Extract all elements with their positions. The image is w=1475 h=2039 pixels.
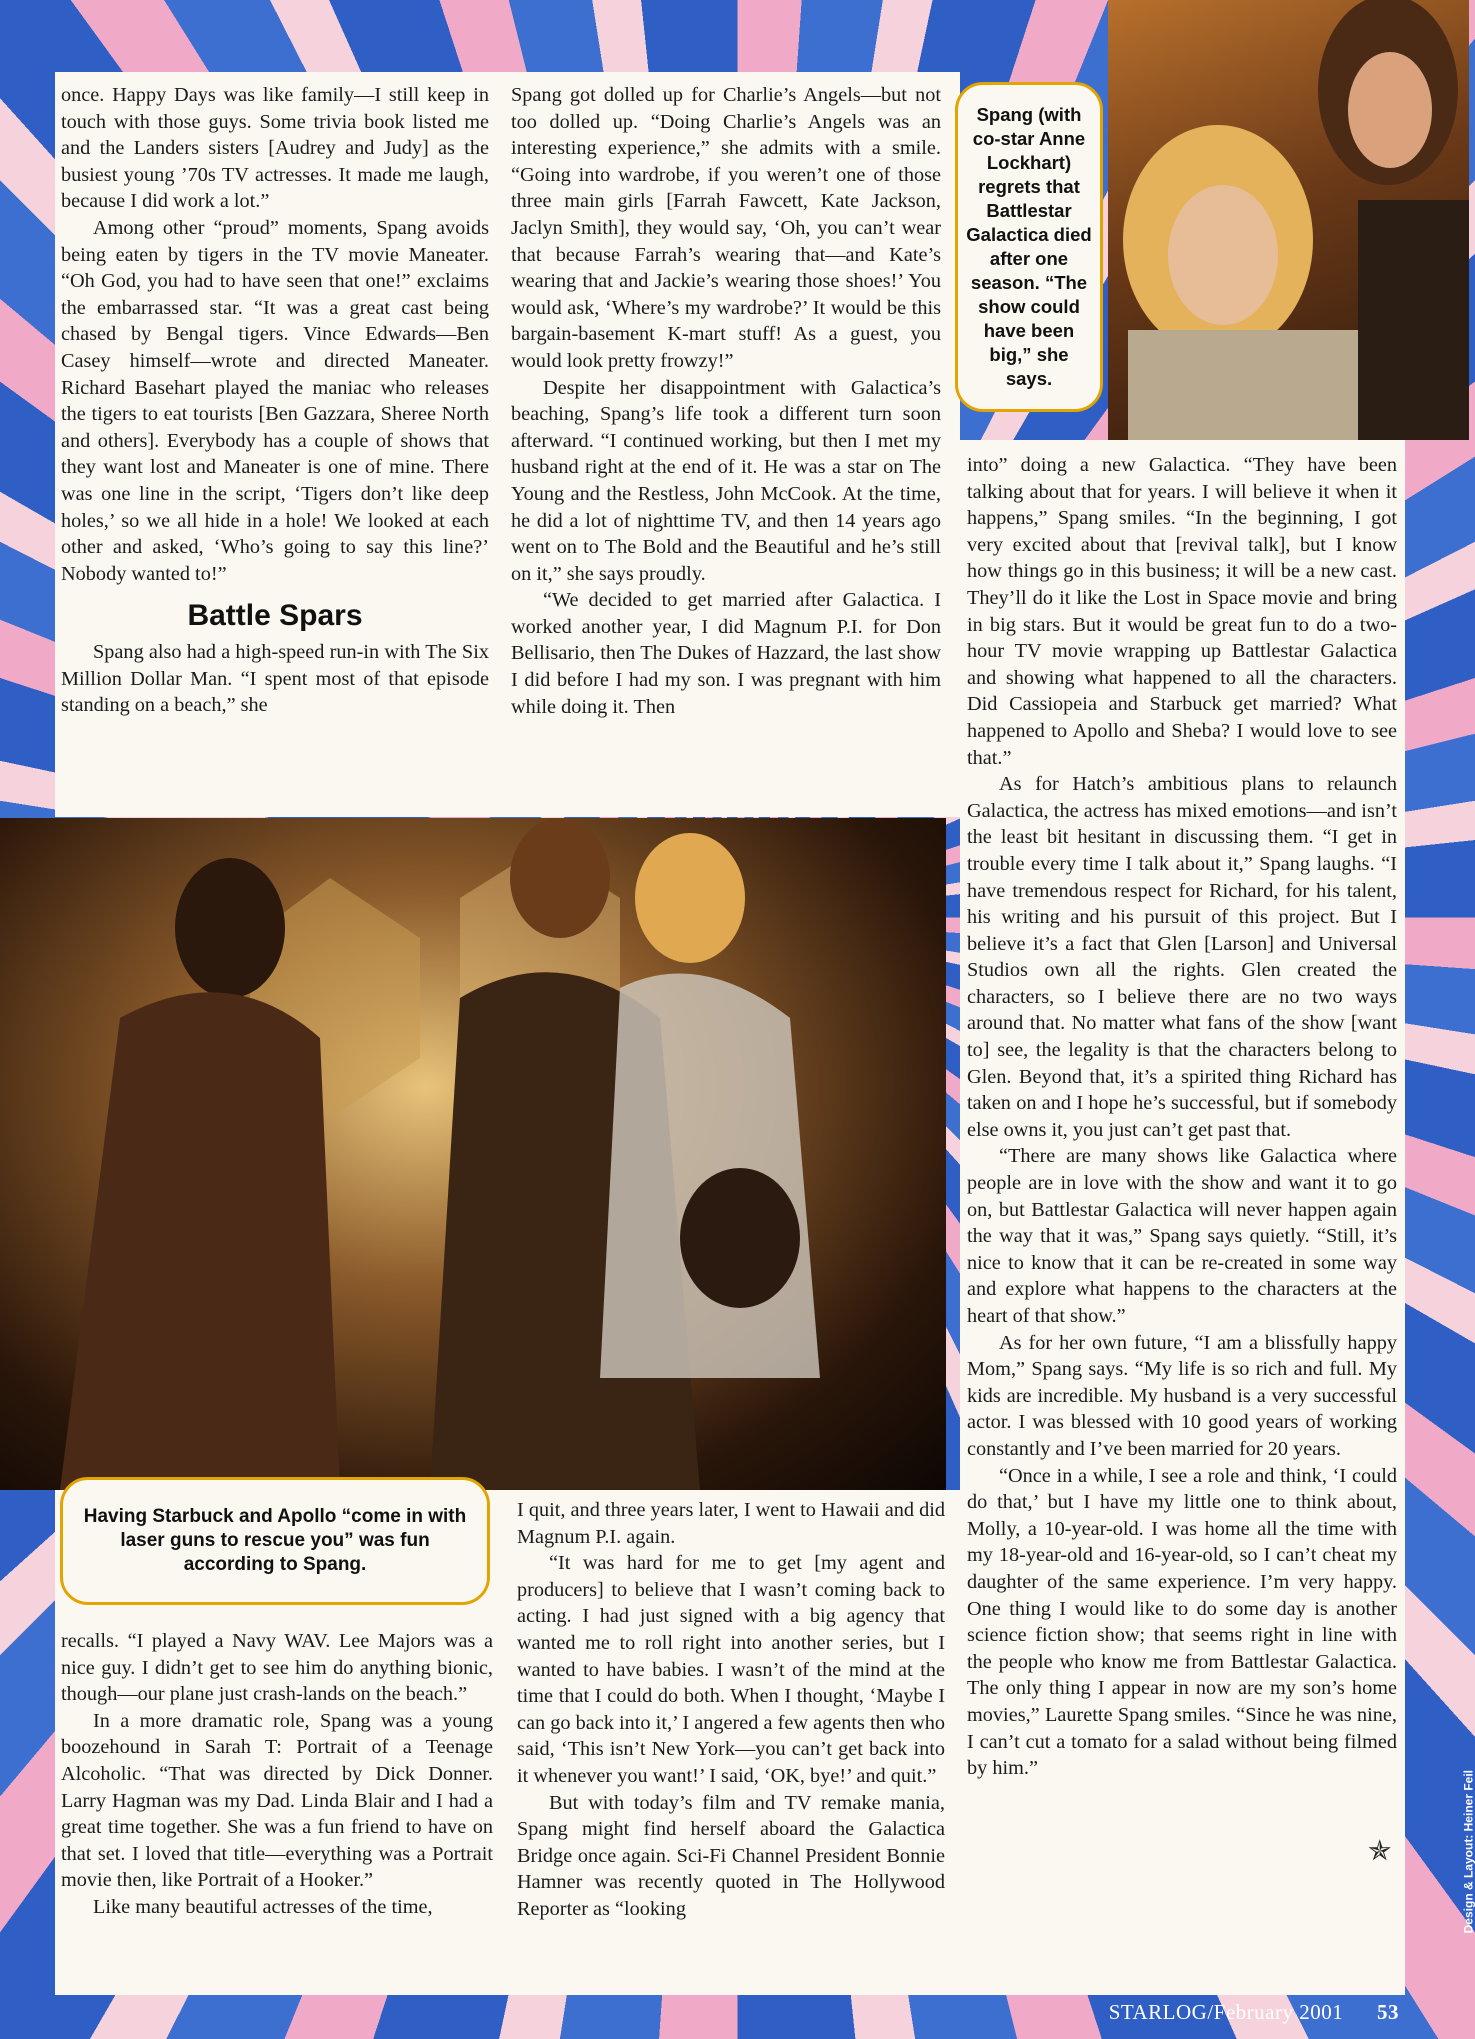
page-footer: [1109, 2000, 1399, 2025]
col2-paragraph-2: Despite her disappointment with Galactica’s beaching, Spang’s life took a different turn soon afterward. “I continued working, but then I met my husband right at the end of it. He was a star on The Young and the Restless, John McCook. At the time, he did a lot of nighttime TV, and then 14 years ago went on to The Bold and the Beautiful and he’s still on it,” she says proudly.: [511, 376, 941, 585]
photo-spang-lockhart: [1108, 0, 1469, 440]
col1-paragraph-2: Among other “proud” moments, Spang avoids being eaten by tigers in the TV movie Maneater. “Oh God, you had to have seen that one!” exclaims the embarrassed star. “It was a great cast being chased by Bengal tigers. Vince Edwards—Ben Casey himself—wrote and directed Maneater. Richard Basehart played the maniac who releases the tigers to eat tourists [Ben Gazzara, Sheree North and others]. Everybody has a couple of shows that they want lost and Maneater is one of mine. There was one line in the script, ‘Tigers don’t like deep holes,’ so we all hide in a hole! We looked at each other and asked, ‘Who’s going to say this line?’ Nobody wanted to!”: [61, 216, 489, 585]
subheading-battle-spars: Battle Spars: [187, 599, 363, 633]
caption-bottom: [60, 1477, 490, 1605]
col2-paragraph-3: “We decided to get married after Galactica. I worked another year, I did Magnum P.I. for Don Bellisario, then The Dukes of Hazzard, the last show I did before I had my son. I was pregnant with him while doing it. Then: [511, 589, 941, 718]
page-number: 53: [1377, 2000, 1399, 2024]
col2-paragraph-1: Spang got dolled up for Charlie’s Angels—but not too dolled up. “Doing Charlie’s Angels was an interesting experience,” she admits with a smile. “Going into wardrobe, if you weren’t one of those three main girls [Farrah Fawcett, Kate Jackson, Jaclyn Smith], they would say, ‘Oh, you can’t wear that because Farrah’s wearing that—and Kate’s wearing that and Jackie’s wearing those shoes!’ You would ask, ‘Where’s my wardrobe?’ It would be this bargain-basement K-mart stuff! As a guest, you would look pretty frowzy!”: [511, 84, 941, 372]
photo-spang-lockhart-art: [1108, 0, 1469, 440]
col1-paragraph-1: once. Happy Days was like family—I still keep in touch with those guys. Some trivia book listed me and the Landers sisters [Audrey and Judy] as the busiest young ’70s TV actresses. It made me laugh, because I did work a lot.”: [61, 84, 489, 213]
col3-paragraph-3: “There are many shows like Galactica where people are in love with the show and want it to go on, but Battlestar Galactica will never happen again the way that it was,” Spang says quietly. “Still, it’s nice to know that it can be re-created in some way and explore what happens to the characters at the heart of that show.”: [967, 1145, 1397, 1327]
col3-paragraph-5: “Once in a while, I see a role and think, ‘I could do that,’ but I have my little one to think about, Molly, a 10-year-old. I was home all the time with my 18-year-old and 16-year-old, so I can’t cheat my daughter of the same experience. I’m very happy. One thing I would like to do some day is another science fiction show; that seems right in line with the people who know me from Battlestar Galactica. The only thing I appear in now are my son’s home movies,” Laurette Spang smiles. “Since he was nine, I can’t cut a tomato for a salad without being filmed by him.”: [967, 1464, 1397, 1780]
col2-paragraph-5: “It was hard for me to get [my agent and producers] to believe that I wasn’t coming back to acting. I had just signed with a big agency that wanted me to roll right into another series, but I wanted to have babies. I wasn’t of the mind at the time that I could do both. When I thought, ‘Maybe I can go back into it,’ I angered a few agents then who said, ‘This isn’t New York—you can’t get back into it whenever you want!’ I said, ‘OK, bye!’ and quit.”: [517, 1552, 945, 1787]
col1-paragraph-6: Like many beautiful actresses of the time,: [93, 1895, 433, 1918]
col1-paragraph-5: In a more dramatic role, Spang was a young boozehound in Sarah T: Portrait of a Teenage Alcoholic. “That was directed by Dick Donner. Larry Hagman was my Dad. Linda Blair and I had a great time together. She was a fun friend to have on that set. I loved that title—everything was a Portrait movie then, like Portrait of a Hooker.”: [61, 1709, 493, 1892]
col3-paragraph-2: As for Hatch’s ambitious plans to relaunch Galactica, the actress has mixed emotions—and isn’t the least bit hesitant in discussing them. “I get in trouble every time I talk about it,” Spang laughs. “I have tremendous respect for Richard, for his talent, his writing and his pursuit of this project. But I believe it’s a fact that Glen [Larson] and Universal Studios own all the rights. Glen created the characters, so I believe there are no two ways around that. No matter what fans of the show [want to] see, the legality is that the characters belong to Glen. Beyond that, it’s a spirited thing Richard has taken on and I hope he’s successful, but if somebody else owns it, you just can’t get past that.: [967, 773, 1397, 1141]
caption-bottom-text: Having Starbuck and Apollo “come in with laser guns to rescue you” was fun according to Spang.: [83, 1506, 467, 1575]
col2-paragraph-4: I quit, and three years later, I went to Hawaii and did Magnum P.I. again.: [517, 1499, 945, 1548]
caption-top-text: Spang (with co-star Anne Lockhart) regrets that Battlestar Galactica died after one season. “The show could have been big,” she says.: [966, 104, 1092, 389]
end-star-icon: ✯: [1368, 1836, 1392, 1867]
caption-top: [955, 82, 1103, 412]
column-1-bottom: [61, 1628, 493, 1921]
column-2-bottom: [517, 1497, 945, 1923]
col1-paragraph-3: Spang also had a high-speed run-in with The Six Million Dollar Man. “I spent most of that episode standing on a beach,” she: [61, 641, 489, 717]
col3-paragraph-4: As for her own future, “I am a blissfully happy Mom,” Spang says. “My life is so rich and full. My kids are incredible. My husband is a very successful actor. I was blessed with 10 good years of working constantly and I’ve been married for 20 years.: [967, 1331, 1397, 1460]
column-3: [967, 452, 1397, 1782]
col2-paragraph-6: But with today’s film and TV remake mania, Spang might find herself aboard the Galactica Bridge once again. Sci-Fi Channel President Bonnie Hamner was recently quoted in The Hollywood Reporter as “looking: [517, 1791, 945, 1920]
photo-galactica-scene-art: [0, 818, 946, 1490]
col3-paragraph-1: into” doing a new Galactica. “They have been talking about that for years. I will believe it when it happens,” Spang smiles. “In the beginning, I got very excited about that [revival talk], but I know how things go in this business; it will be a new cast. They’ll do it like the Lost in Space movie and bring in big stars. But it would be great fun to do a two-hour TV movie wrapping up Battlestar Galactica and showing what happened to all the characters. Did Cassiopeia and Starbuck get married? What happened to Apollo and Sheba? I would love to see that.”: [967, 454, 1397, 769]
col1-paragraph-4: recalls. “I played a Navy WAV. Lee Majors was a nice guy. I didn’t get to see him do anything bionic, though—our plane just crash-lands on the beach.”: [61, 1630, 493, 1706]
column-1-top: [61, 82, 489, 719]
photo-galactica-scene: [0, 818, 946, 1490]
footer-magazine: STARLOG/February 2001: [1108, 2000, 1344, 2024]
column-2-top: [511, 82, 941, 720]
design-credit: Design & Layout: Heiner Feil: [1461, 1770, 1475, 1934]
